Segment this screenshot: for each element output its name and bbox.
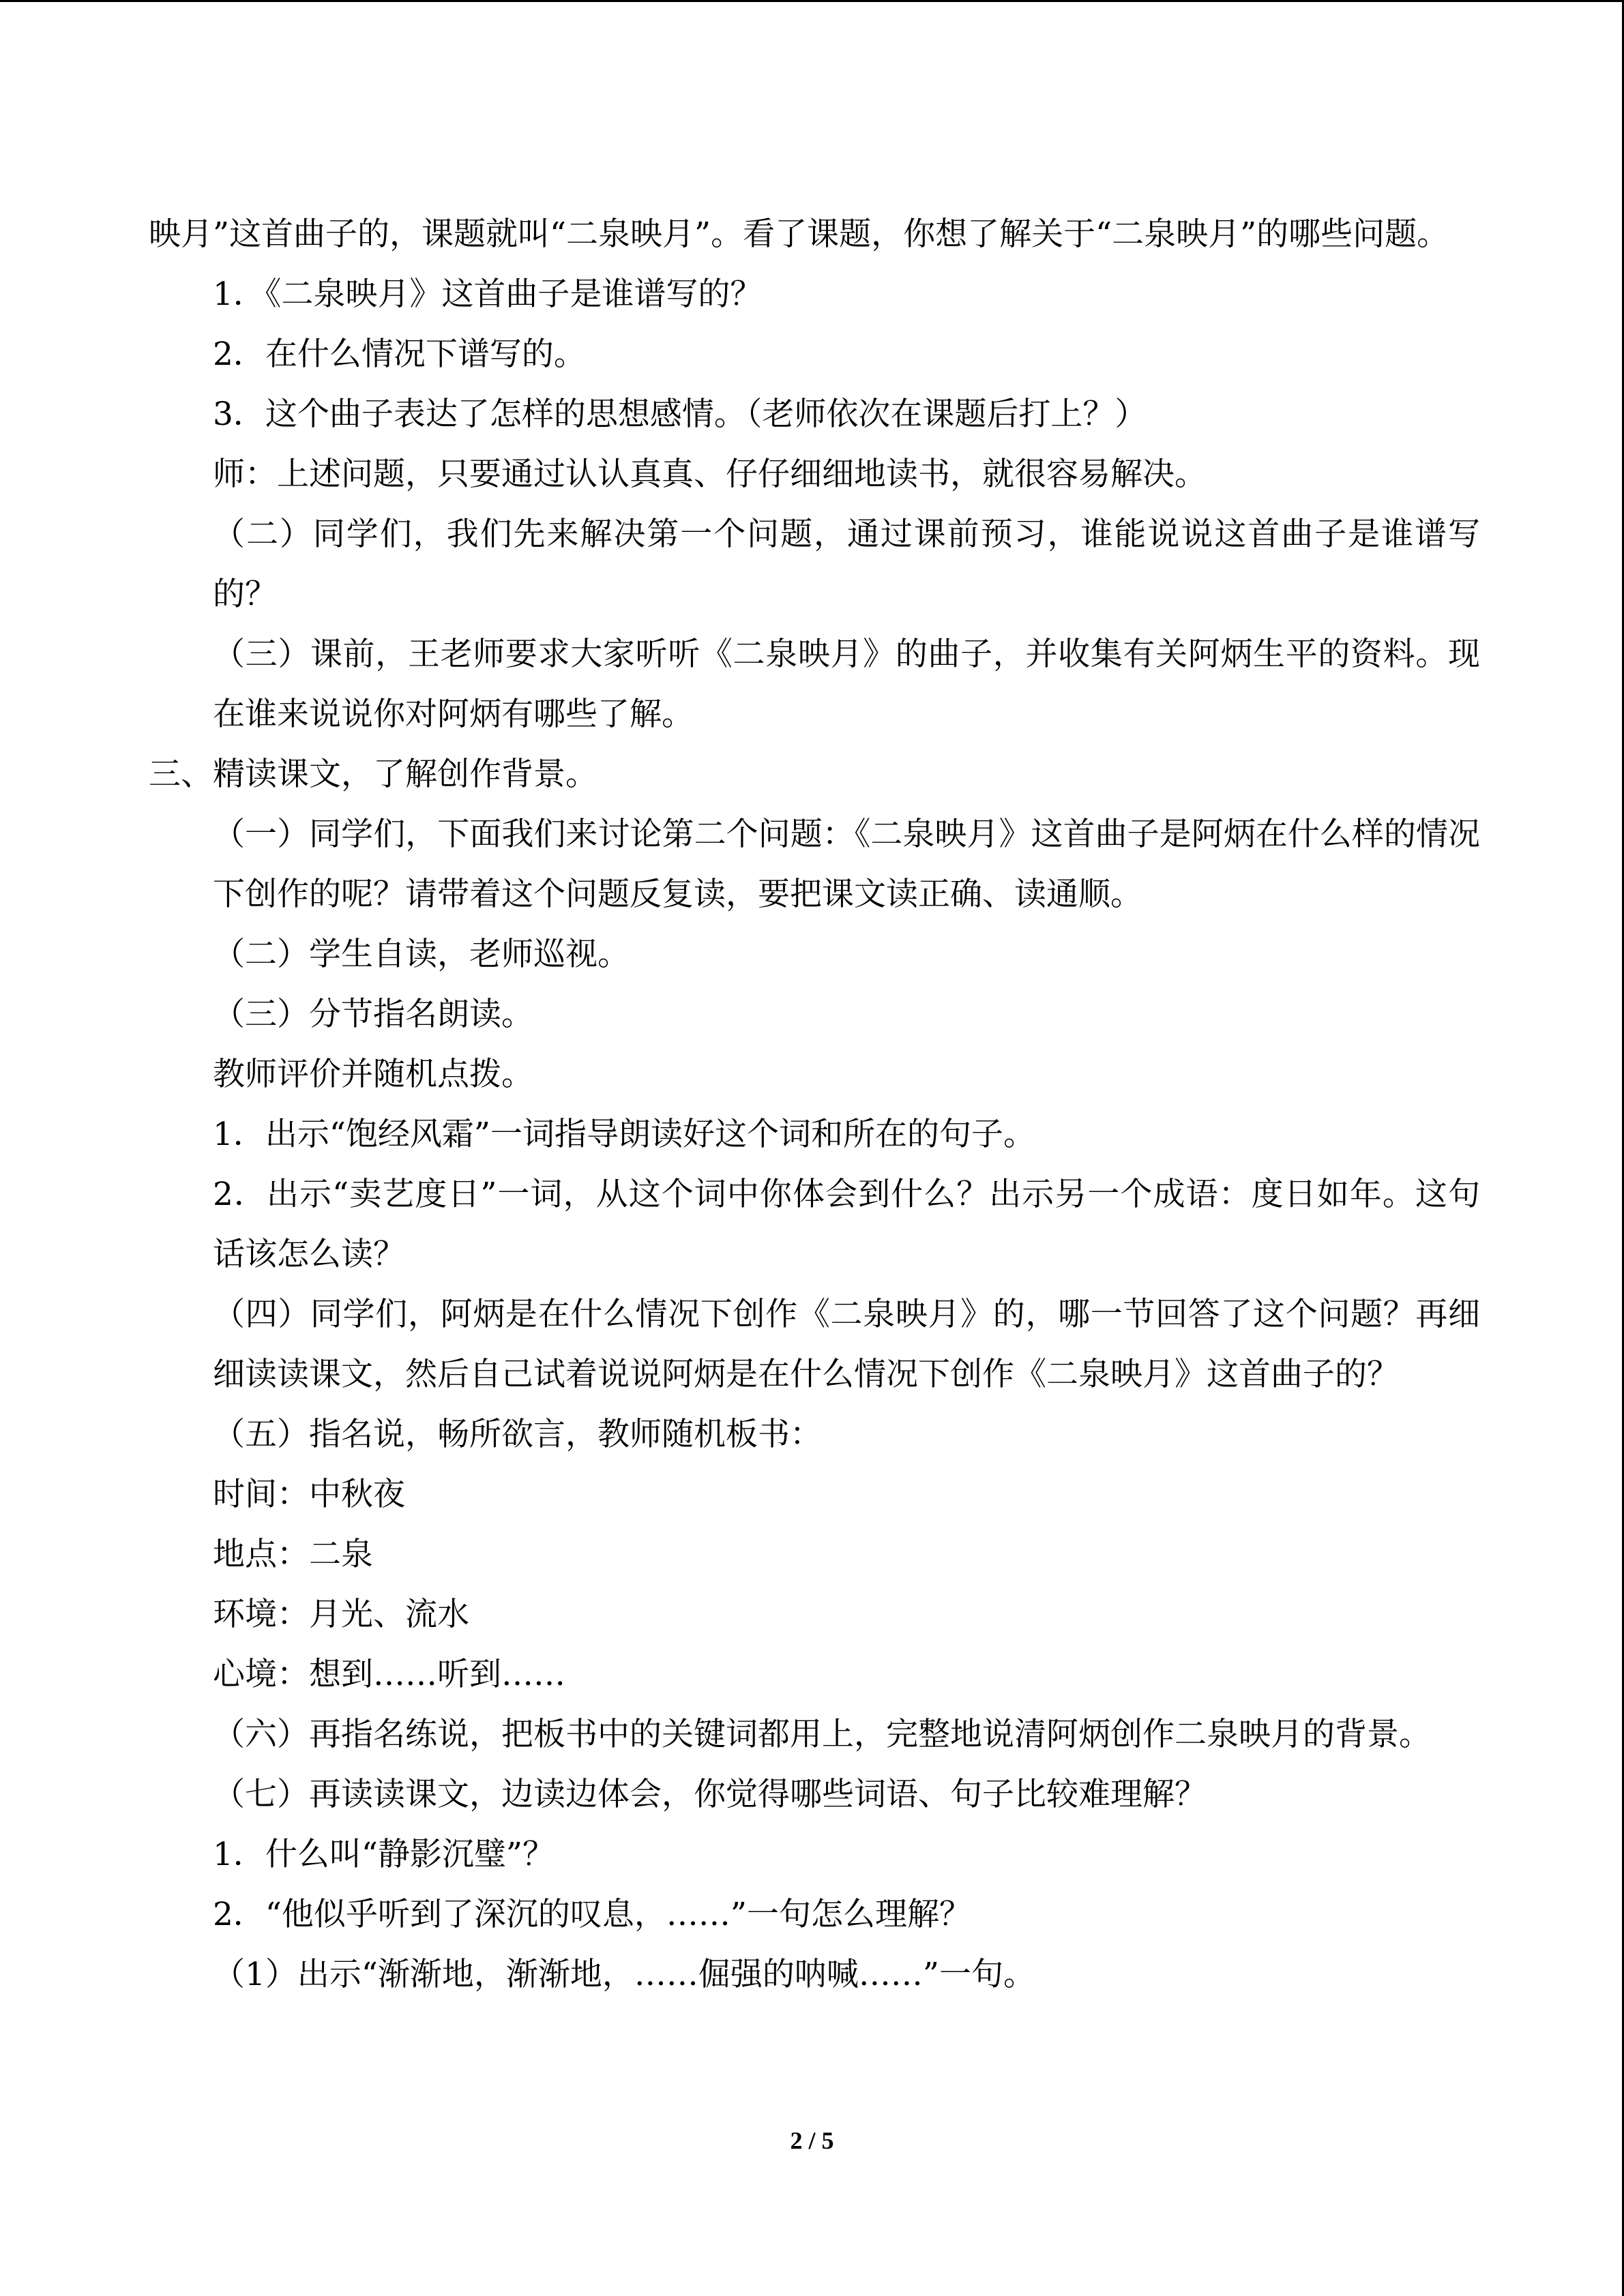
paragraph: 师：上述问题，只要通过认认真真、仔仔细细地读书，就很容易解决。 <box>213 456 1207 493</box>
paragraph: （一）同学们，下面我们来讨论第二个问题：《二泉映月》这首曲子是阿炳在什么样的情况下创作的呢？请带着这个问题反复读，要把课文读正确、读通顺。 <box>213 816 1480 913</box>
paragraph: 1．出示“饱经风霜”一词指导朗读好这个词和所在的句子。 <box>213 1116 1035 1153</box>
paragraph: 映月”这首曲子的，课题就叫“二泉映月”。看了课题，你想了解关于“二泉映月”的哪些问题。 <box>149 215 1449 253</box>
paragraph: （1）出示“渐渐地，渐渐地，……倔强的呐喊……”一句。 <box>213 1956 1035 1993</box>
top-border-line <box>0 0 1624 2</box>
page-number: 2 / 5 <box>790 2127 834 2154</box>
paragraph: 2．在什么情况下谱写的。 <box>213 336 586 373</box>
paragraph: 3．这个曲子表达了怎样的思想感情。（老师依次在课题后打上？） <box>213 396 1147 433</box>
paragraph: 1．什么叫“静影沉璧”？ <box>213 1836 555 1873</box>
paragraph: （三）分节指名朗读。 <box>213 996 533 1033</box>
paragraph: （三）课前，王老师要求大家听听《二泉映月》的曲子，并收集有关阿炳生平的资料。现在谁来说说你对阿炳有哪些了解。 <box>213 636 1480 733</box>
paragraph: 2．出示“卖艺度日”一词，从这个词中你体会到什么？出示另一个成语：度日如年。这句话该怎么读？ <box>213 1176 1480 1273</box>
paragraph: （二）学生自读，老师巡视。 <box>213 936 630 973</box>
paragraph: （四）同学们，阿炳是在什么情况下创作《二泉映月》的，哪一节回答了这个问题？再细细读读课文，然后自己试着说说阿炳是在什么情况下创作《二泉映月》这首曲子的？ <box>213 1296 1480 1393</box>
paragraph: （六）再指名练说，把板书中的关键词都用上，完整地说清阿炳创作二泉映月的背景。 <box>213 1716 1431 1753</box>
paragraph: 环境：月光、流水 <box>213 1596 469 1633</box>
paragraph: 时间：中秋夜 <box>213 1476 405 1513</box>
paragraph: 地点：二泉 <box>213 1536 373 1573</box>
paragraph: （七）再读读课文，边读边体会，你觉得哪些词语、句子比较难理解？ <box>213 1776 1207 1813</box>
paragraph: 教师评价并随机点拨。 <box>213 1056 533 1093</box>
document-body <box>149 205 1480 2005</box>
paragraph: 心境：想到……听到…… <box>213 1656 565 1693</box>
paragraph: （二）同学们，我们先来解决第一个问题，通过课前预习，谁能说说这首曲子是谁谱写的？ <box>213 516 1480 613</box>
paragraph: 2．“他似乎听到了深沉的叹息，……”一句怎么理解？ <box>213 1896 971 1933</box>
paragraph: 1．《二泉映月》这首曲子是谁谱写的？ <box>213 275 763 313</box>
paragraph: （五）指名说，畅所欲言，教师随机板书： <box>213 1416 822 1453</box>
paragraph: 三、精读课文，了解创作背景。 <box>149 756 597 793</box>
